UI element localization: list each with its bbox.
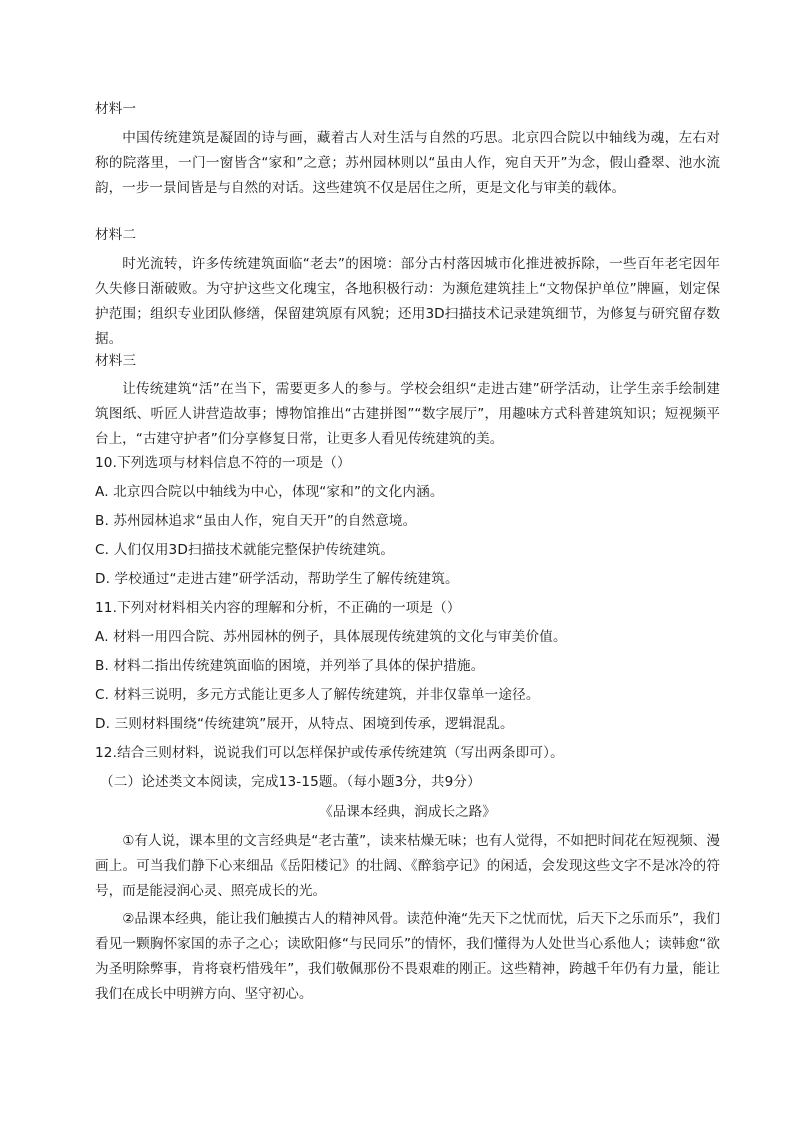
question-11-option-a: A. 材料一用四合院、苏州园林的例子，具体展现传统建筑的文化与审美价值。	[95, 629, 567, 645]
material3-body: 让传统建筑“活”在当下，需要更多人的参与。学校会组织“走进古建”研学活动，让学生亲手绘制建筑图纸、听匠人讲营造故事；博物馆推出“古建拼图”“数字展厅”，用趣味方式科普建筑知识；短视频平台上，“古建守护者”们分享修复日常，让更多人看见传统建筑的美。	[95, 381, 720, 447]
question-10-option-a: A. 北京四合院以中轴线为中心，体现“家和”的文化内涵。	[95, 484, 444, 500]
essay-title: 《品课本经典，润成长之路》	[319, 804, 496, 820]
question-10-option-b: B. 苏州园林追求“虽由人作，宛自天开”的自然意境。	[95, 513, 417, 529]
question-11-option-c: C. 材料三说明，多元方式能让更多人了解传统建筑，并非仅靠单一途径。	[95, 687, 540, 703]
material2-body: 时光流转，许多传统建筑面临“老去”的困境：部分古村落因城市化推进被拆除，一些百年老宅因年久失修日渐破败。为守护这些文化瑰宝，各地积极行动：为濒危建筑挂上“文物保护单位”牌匾，划定保护范围；组织专业团队修缮，保留建筑原有风貌；还用3D扫描技术记录建筑细节，为修复与研究留存数据。	[95, 256, 720, 347]
question-11-option-d: D. 三则材料围绕“传统建筑”展开，从特点、困境到传承，逻辑混乱。	[95, 716, 514, 732]
material3-heading: 材料三	[95, 353, 137, 369]
question-12-stem: 12.结合三则材料，说说我们可以怎样保护或传承传统建筑（写出两条即可）。	[95, 745, 564, 761]
question-10-option-c: C. 人们仅用3D扫描技术就能完整保护传统建筑。	[95, 542, 395, 558]
material1-body: 中国传统建筑是凝固的诗与画，藏着古人对生活与自然的巧思。北京四合院以中轴线为魂，左右对称的院落里，一门一窗皆含“家和”之意；苏州园林则以“虽由人作，宛自天开”为念，假山叠翠、池水流韵，一步一景间皆是与自然的对话。这些建筑不仅是居住之所，更是文化与审美的载体。	[95, 130, 720, 196]
essay-paragraph-2: ②品课本经典，能让我们触摸古人的精神风骨。读范仲淹“先天下之忧而忧，后天下之乐而乐”，我们看见一颗胸怀家国的赤子之心；读欧阳修“与民同乐”的情怀，我们懂得为人处世当心系他人；读韩愈“欲为圣明除弊事，肯将衰朽惜残年”，我们敬佩那份不畏艰难的刚正。这些精神，跨越千年仍有力量，能让我们在成长中明辨方向、坚守初心。	[95, 911, 720, 1002]
material1-heading: 材料一	[95, 101, 137, 117]
question-11-option-b: B. 材料二指出传统建筑面临的困境，并列举了具体的保护措施。	[95, 658, 485, 674]
question-10-stem: 10.下列选项与材料信息不符的一项是（）	[95, 455, 351, 471]
section-2-header: （二）论述类文本阅读，完成13-15题。（每小题3分，共9分）	[100, 774, 481, 790]
material2-heading: 材料二	[95, 227, 137, 243]
question-11-stem: 11.下列对材料相关内容的理解和分析，不正确的一项是（）	[95, 600, 461, 616]
question-10-option-d: D. 学校通过“走进古建”研学活动，帮助学生了解传统建筑。	[95, 571, 459, 587]
essay-paragraph-1: ①有人说，课本里的文言经典是“老古董”，读来枯燥无味；也有人觉得，不如把时间花在短视频、漫画上。可当我们静下心来细品《岳阳楼记》的壮阔、《醉翁亭记》的闲适，会发现这些文字不是冰冷的符号，而是能浸润心灵、照亮成长的光。	[95, 833, 720, 899]
